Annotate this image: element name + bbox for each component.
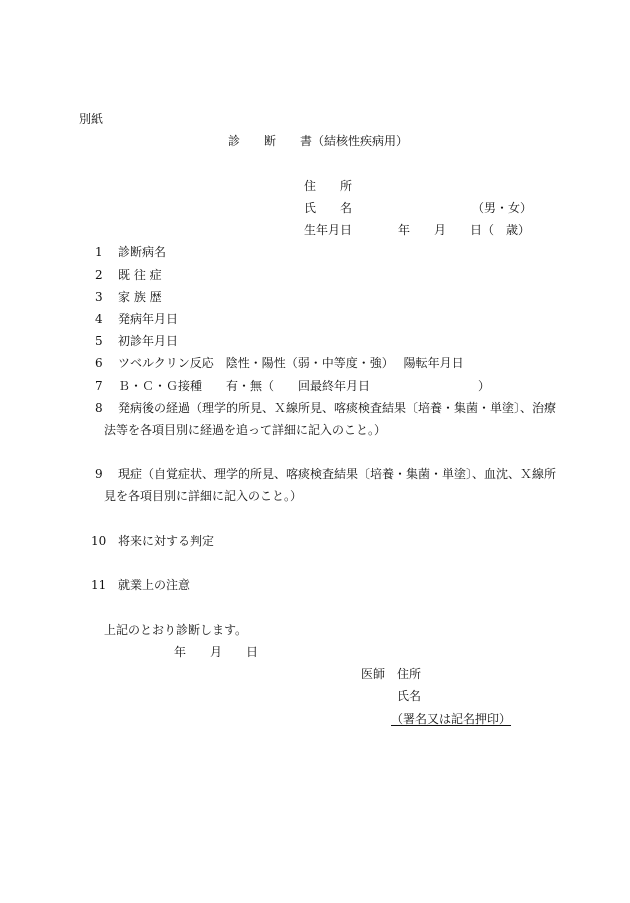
signature-note: （署名又は記名押印） xyxy=(391,712,512,726)
doctor-label: 医師 xyxy=(361,667,386,681)
item-bcg-vaccination: Ｂ・Ｃ・Ｇ接種 有・無（ 回最終年月日 ） xyxy=(118,379,491,393)
item-number: 9 xyxy=(95,467,103,481)
item-onset-date: 発病年月日 xyxy=(118,312,179,326)
item-number: 11 xyxy=(91,578,107,592)
item-number: 7 xyxy=(95,379,103,393)
item-number: 2 xyxy=(95,268,103,282)
closing-date-fields: 年 月 日 xyxy=(174,645,259,659)
item-work-precautions: 就業上の注意 xyxy=(118,578,191,592)
item-family-history: 家 族 歴 xyxy=(118,290,162,304)
item-prognosis: 将来に対する判定 xyxy=(118,534,215,548)
attachment-label: 別紙 xyxy=(79,112,104,126)
page-title: 診 断 書（結核性疾病用） xyxy=(228,134,409,148)
item-course-after-onset: 発病後の経過（理学的所見、Ｘ線所見、喀痰検査結果〔培養・集菌・単塗〕、治療 xyxy=(118,401,557,415)
patient-address-label: 住 所 xyxy=(304,179,353,193)
patient-name-label: 氏 名 xyxy=(304,201,353,215)
item-number: 5 xyxy=(95,334,103,348)
item-number: 1 xyxy=(95,245,103,259)
patient-sex-options: （男・女） xyxy=(472,201,533,215)
item-course-after-onset-continued: 法等を各項目別に経過を追って詳細に記入のこと。） xyxy=(104,423,387,437)
item-number: 8 xyxy=(95,401,103,415)
item-current-symptoms: 現症（自覚症状、理学的所見、喀痰検査結果〔培養・集菌・単塗〕、血沈、Ｘ線所 xyxy=(118,467,557,481)
closing-statement: 上記のとおり診断します。 xyxy=(104,623,248,637)
item-current-symptoms-continued: 見を各項目別に詳細に記入のこと。） xyxy=(104,489,303,503)
item-number: 6 xyxy=(95,356,103,370)
doctor-address-label: 住所 xyxy=(397,667,422,681)
item-number: 10 xyxy=(91,534,107,548)
patient-birth-label: 生年月日 xyxy=(304,223,353,237)
item-past-history: 既 往 症 xyxy=(118,268,162,282)
item-number: 4 xyxy=(95,312,103,326)
doctor-name-label: 氏名 xyxy=(397,689,422,703)
patient-birth-fields: 年 月 日（ 歳） xyxy=(398,223,531,237)
item-diagnosis: 診断病名 xyxy=(118,245,167,259)
item-number: 3 xyxy=(95,290,103,304)
item-first-visit-date: 初診年月日 xyxy=(118,334,179,348)
item-tuberculin-reaction: ツベルクリン反応 陰性・陽性（弱・中等度・強） 陽転年月日 xyxy=(118,356,464,370)
